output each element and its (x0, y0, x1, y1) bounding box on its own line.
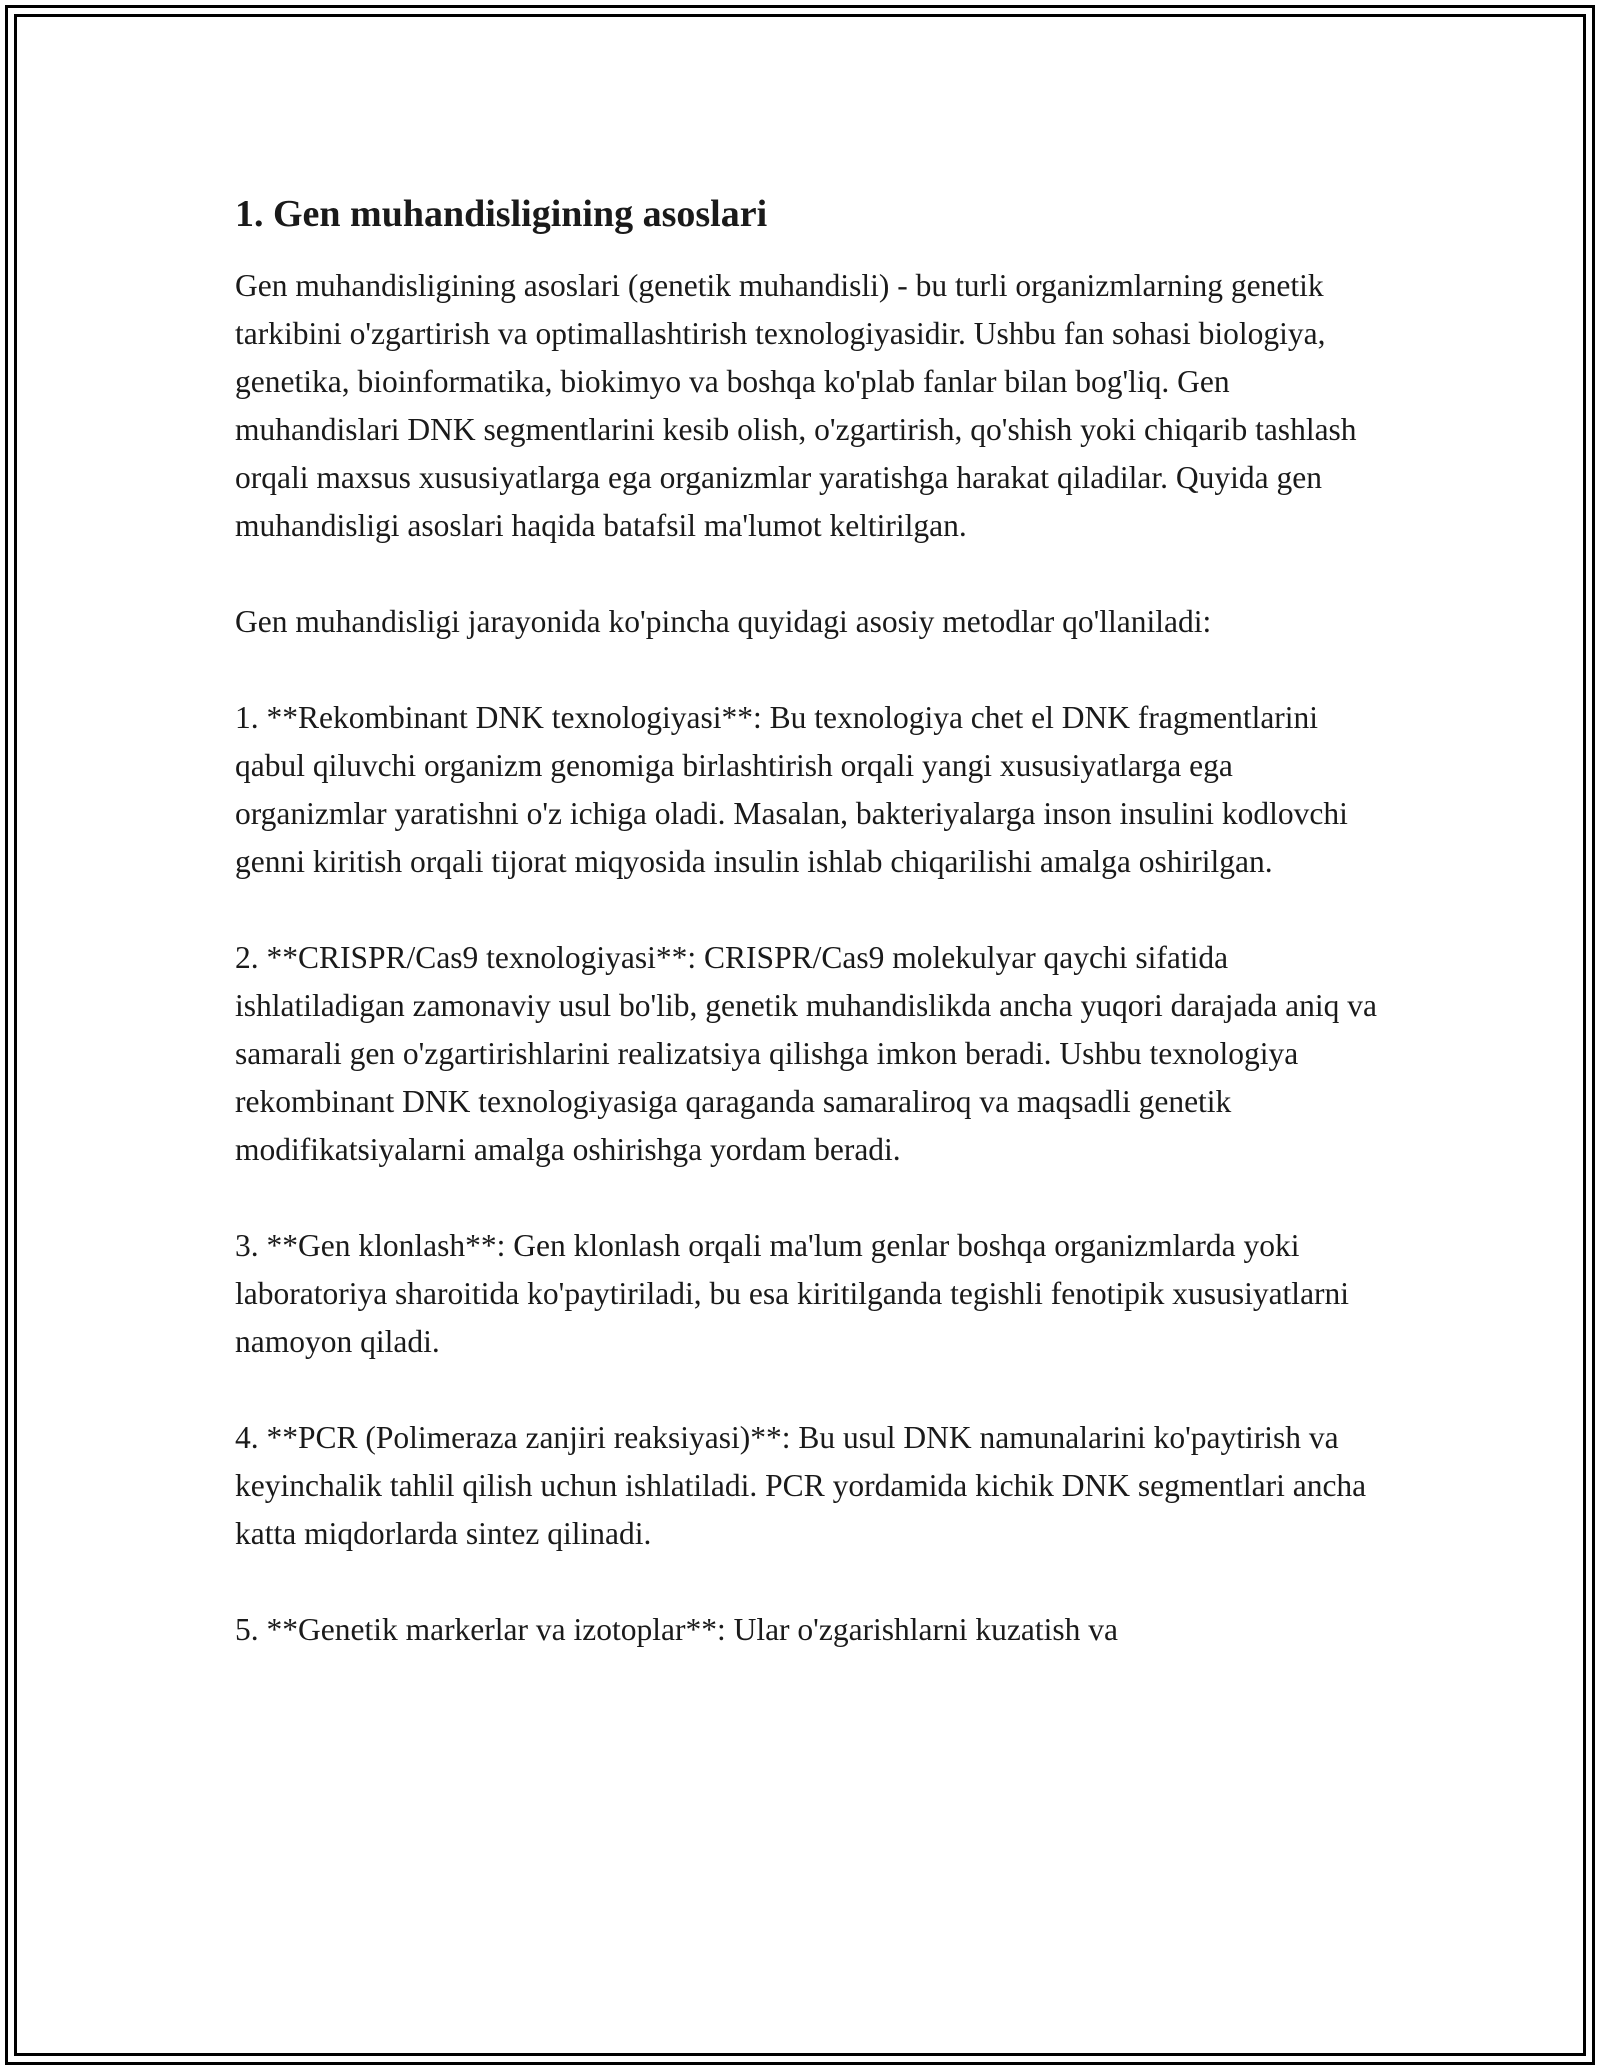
method-item-3: 3. **Gen klonlash**: Gen klonlash orqali ma'lum genlar boshqa organizmlarda yoki laboratoriya sharoitida ko'paytiriladi, bu esa kiritilganda tegishli fenotipik xususiyatlarni namoyon qiladi. (235, 1227, 1350, 1359)
method-item-4: 4. **PCR (Polimeraza zanjiri reaksiyasi)**: Bu usul DNK namunalarini ko'paytirish va keyinchalik tahlil qilish uchun ishlatiladi. PCR yordamida kichik DNK segmentlari ancha katta miqdorlarda sintez qilinadi. (235, 1419, 1367, 1551)
section-heading: 1. Gen muhandisligining asoslari (235, 193, 768, 235)
method-item-1: 1. **Rekombinant DNK texnologiyasi**: Bu texnologiya chet el DNK fragmentlarini qabul qiluvchi organizm genomiga birlashtirish orqali yangi xususiyatlarga ega organizmlar yaratishni o'z ichiga oladi. Masalan, bakteriyalarga inson insulini kodlovchi genni kiritish orqali tijorat miqyosida insulin ishlab chiqarilishi amalga oshirilgan. (235, 699, 1348, 879)
intro-paragraph: Gen muhandisligining asoslari (genetik muhandisli) - bu turli organizmlarning genetik tarkibini o'zgartirish va optimallashtirish texnologiyasidir. Ushbu fan sohasi biologiya, genetika, bioinformatika, biokimyo va boshqa ko'plab fanlar bilan bog'liq. Gen muhandislari DNK segmentlarini kesib olish, o'zgartirish, qo'shish yoki chiqarib tashlash orqali maxsus xususiyatlarga ega organizmlar yaratishga harakat qiladilar. Quyida gen muhandisligi asoslari haqida batafsil ma'lumot keltirilgan. (235, 267, 1357, 543)
document-body (235, 180, 1385, 1654)
method-item-5: 5. **Genetik markerlar va izotoplar**: Ular o'zgarishlarni kuzatish va (235, 1611, 1118, 1647)
methods-intro-paragraph: Gen muhandisligi jarayonida ko'pincha quyidagi asosiy metodlar qo'llaniladi: (235, 603, 1212, 639)
method-item-2: 2. **CRISPR/Cas9 texnologiyasi**: CRISPR/Cas9 molekulyar qaychi sifatida ishlatiladigan zamonaviy usul bo'lib, genetik muhandislikda ancha yuqori darajada aniq va samarali gen o'zgartirishlarini realizatsiya qilishga imkon beradi. Ushbu texnologiya rekombinant DNK texnologiyasiga qaraganda samaraliroq va maqsadli genetik modifikatsiyalarni amalga oshirishga yordam beradi. (235, 939, 1377, 1167)
